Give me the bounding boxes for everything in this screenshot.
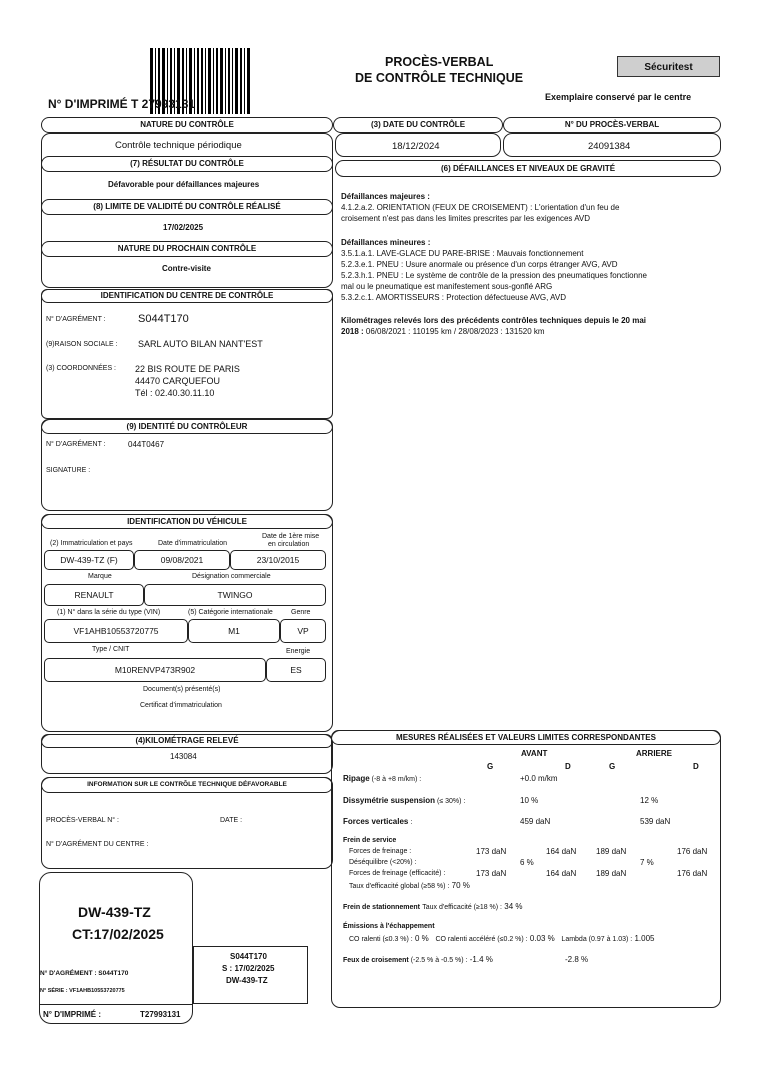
centre-phone: Tél : 02.40.30.11.10: [135, 388, 215, 398]
reg-date-value: 09/08/2021: [160, 555, 204, 565]
sticker-serie: N° SÉRIE : VF1AHB10553720775: [40, 988, 125, 994]
sticker-divider: [39, 1004, 193, 1005]
energy-cell: [266, 658, 326, 682]
vin-cell: [44, 619, 188, 643]
park-row: [343, 902, 522, 911]
park-label: Frein de stationnement: [343, 904, 421, 911]
emis-row: [349, 934, 655, 943]
force-label: Forces de freinage :: [349, 848, 412, 855]
eff-value-ard: 176 daN: [677, 869, 708, 878]
eff-value-avd: 164 daN: [546, 869, 577, 878]
vert-label: Forces verticales: [343, 817, 409, 826]
minor-line-5: 5.3.2.c.1. AMORTISSEURS : Protection défectueuse AVG, AVD: [341, 293, 566, 302]
km-values: 06/08/2021 : 110195 km / 28/08/2023 : 131520 km: [363, 327, 545, 336]
coa-label: CO ralenti accéléré (≤0.2 %) :: [435, 936, 528, 943]
stamp-line-1: S044T170: [230, 952, 267, 961]
vin-value: VF1AHB10553720775: [73, 626, 159, 636]
km-line-2: [341, 327, 545, 336]
doc-title-line1: PROCÈS-VERBAL: [385, 55, 494, 69]
docs-value: Certificat d'immatriculation: [140, 702, 222, 709]
genre-label: Genre: [291, 609, 311, 616]
validity-value: 17/02/2025: [163, 223, 204, 232]
major-title: Défaillances majeures :: [341, 192, 430, 201]
ripage-limit: (-8 à +8 m/km) :: [369, 776, 422, 783]
brand-value: RENAULT: [74, 590, 114, 600]
feux-limit: (-2.5 % à -0.5 %) :: [408, 957, 468, 964]
ripage-label: Ripage: [343, 774, 370, 783]
nature-value: Contrôle technique périodique: [115, 140, 242, 151]
stamp-line-3: DW-439-TZ: [226, 976, 268, 985]
feux-row: [343, 955, 493, 964]
vert-front: 459 daN: [520, 817, 551, 826]
feux-label: Feux de croisement: [343, 957, 409, 964]
pv-header: N° DU PROCÈS-VERBAL: [503, 117, 721, 133]
sticker-agrement: N° D'AGRÉMENT : S044T170: [40, 970, 129, 977]
unfav-date-label: DATE :: [220, 817, 243, 824]
date-value: 18/12/2024: [392, 141, 440, 152]
sticker-ct: CT:17/02/2025: [72, 926, 164, 942]
sticker-imprime-label: N° D'IMPRIMÉ :: [43, 1010, 101, 1019]
emis-title: Émissions à l'échappement: [343, 923, 435, 930]
force-value-ard: 176 daN: [677, 847, 708, 856]
defects-header: (6) DÉFAILLANCES ET NIVEAUX DE GRAVITÉ: [335, 160, 721, 177]
km-title-2: 2018 :: [341, 327, 364, 336]
lambda-value: 1.005: [634, 934, 655, 943]
dissym-rear: 12 %: [640, 796, 659, 805]
col-avant: AVANT: [521, 749, 548, 758]
service-title: Frein de service: [343, 837, 397, 844]
first-date-cell: [230, 550, 326, 570]
first-date-value: 23/10/2015: [256, 555, 300, 565]
sticker-imprime-value: T27993131: [140, 1010, 181, 1019]
minor-line-3: 5.2.3.h.1. PNEU : Le système de contrôle de la pression des pneumatiques fonctionne: [341, 271, 647, 280]
energy-label: Energie: [286, 648, 311, 655]
vert-rear: 539 daN: [640, 817, 671, 826]
global-value: 70 %: [451, 881, 470, 890]
brand-box: [617, 56, 720, 77]
brand-cell: [44, 584, 144, 606]
global-label: Taux d'efficacité global (≥58 %) :: [349, 883, 450, 890]
address-line-2: 44470 CARQUEFOU: [135, 376, 221, 386]
controller-header: (9) IDENTITÉ DU CONTRÔLEUR: [41, 419, 333, 434]
measures-block: [331, 730, 721, 1008]
deseq-front: 6 %: [520, 858, 534, 867]
unfav-centre-label: N° D'AGRÉMENT DU CENTRE :: [46, 841, 149, 848]
result-header: (7) RÉSULTAT DU CONTRÔLE: [41, 156, 333, 172]
signature-label: SIGNATURE :: [46, 467, 91, 474]
cat-value: M1: [228, 626, 240, 636]
coa-value: 0.03 %: [529, 934, 555, 943]
ripage-value: +0.0 m/km: [520, 774, 558, 783]
dissym-label: Dissymétrie suspension: [343, 796, 436, 805]
reg-label: (2) Immatriculation et pays: [50, 540, 133, 547]
raison-label: (9)RAISON SOCIALE :: [46, 341, 118, 348]
global-row: [349, 881, 470, 890]
force-value-avg: 173 daN: [476, 847, 507, 856]
genre-cell: [280, 619, 326, 643]
type-cell: [44, 658, 266, 682]
brand-label: Marque: [88, 573, 112, 580]
brand-label: Sécuritest: [644, 62, 693, 73]
cat-label: (5) Catégorie internationale: [188, 609, 273, 616]
col-avant-g: G: [487, 762, 494, 771]
co-label: CO ralenti (≤0.3 %) :: [349, 936, 413, 943]
park-value: 34 %: [504, 902, 523, 911]
reg-value: DW-439-TZ (F): [60, 555, 118, 565]
minor-title: Défaillances mineures :: [341, 238, 431, 247]
genre-value: VP: [297, 626, 309, 636]
address-line-1: 22 BIS ROUTE DE PARIS: [135, 364, 240, 374]
eff-label: Forces de freinage (efficacité) :: [349, 870, 446, 877]
unfavorable-header: INFORMATION SUR LE CONTRÔLE TECHNIQUE DÉFAVORABLE: [41, 777, 333, 793]
model-value: TWINGO: [217, 590, 253, 600]
minor-line-4: mal ou le pneumatique est manifestement sous-gonflé ARG: [341, 282, 553, 291]
sticker-block: [39, 872, 193, 1024]
dissym-limit: (≤ 30%) :: [435, 798, 466, 805]
force-value-arg: 189 daN: [596, 847, 627, 856]
raison-value: SARL AUTO BILAN NANT'EST: [138, 339, 263, 349]
type-label: Type / CNIT: [92, 646, 130, 653]
controller-block: [41, 419, 333, 511]
next-value: Contre-visite: [162, 264, 211, 273]
major-line-2: croisement n'est pas dans les limites prescrites par les exigences AVD: [341, 214, 591, 223]
feux-left: -1.4 %: [469, 955, 493, 964]
reg-cell: [44, 550, 134, 570]
dissym-front: 10 %: [520, 796, 539, 805]
km-title-1: Kilométrages relevés lors des précédents contrôles techniques depuis le 20 mai: [341, 316, 647, 325]
docs-label: Document(s) présenté(s): [143, 686, 221, 693]
validity-header: (8) LIMITE DE VALIDITÉ DU CONTRÔLE RÉALISÉ: [41, 199, 333, 215]
cat-cell: [188, 619, 280, 643]
vert-limit: :: [408, 819, 413, 826]
feux-right: -2.8 %: [565, 955, 589, 964]
model-cell: [144, 584, 326, 606]
copy-note: Exemplaire conservé par le centre: [545, 92, 692, 102]
pv-value: 24091384: [588, 141, 631, 152]
next-header: NATURE DU PROCHAIN CONTRÔLE: [41, 241, 333, 257]
energy-value: ES: [290, 665, 302, 675]
coord-label: (3) COORDONNÉES :: [46, 365, 117, 372]
sticker-plate: DW-439-TZ: [78, 904, 151, 920]
vehicle-header: IDENTIFICATION DU VÉHICULE: [41, 514, 333, 529]
unfav-pv-label: PROCÈS-VERBAL N° :: [46, 817, 119, 824]
reg-date-cell: [134, 550, 230, 570]
result-value: Défavorable pour défaillances majeures: [108, 180, 260, 189]
col-arriere: ARRIERE: [636, 749, 673, 758]
first-date-label-2: en circulation: [268, 541, 310, 548]
mileage-value: 143084: [170, 752, 197, 761]
co-value: 0 %: [414, 934, 429, 943]
model-label: Désignation commerciale: [192, 573, 271, 580]
reg-date-label: Date d'immatriculation: [158, 540, 228, 547]
eff-value-arg: 189 daN: [596, 869, 627, 878]
minor-line-1: 3.5.1.a.1. LAVE-GLACE DU PARE-BRISE : Mauvais fonctionnement: [341, 249, 584, 258]
major-line-1: 4.1.2.a.2. ORIENTATION (FEUX DE CROISEMENT) : L'orientation d'un feu de: [341, 203, 620, 212]
nature-header: NATURE DU CONTRÔLE: [41, 117, 333, 133]
printed-number: N° D'IMPRIMÉ T 27993131: [48, 97, 196, 111]
park-limit: Taux d'efficacité (≥18 %) :: [422, 904, 503, 911]
mileage-header: (4)KILOMÉTRAGE RELEVÉ: [41, 734, 333, 748]
deseq-rear: 7 %: [640, 858, 654, 867]
doc-title-line2: DE CONTRÔLE TECHNIQUE: [355, 71, 524, 85]
centre-block: [41, 289, 333, 419]
force-value-avd: 164 daN: [546, 847, 577, 856]
dissym-row: [343, 796, 465, 805]
col-arriere-d: D: [693, 762, 699, 771]
first-date-label-1: Date de 1ère mise: [262, 533, 320, 540]
col-arriere-g: G: [609, 762, 616, 771]
vert-row: [343, 817, 412, 826]
controller-agrement-label: N° D'AGRÉMENT :: [46, 441, 106, 448]
stamp-line-2: S : 17/02/2025: [222, 964, 275, 973]
deseq-label: Déséquilibre (<20%) :: [349, 859, 417, 866]
centre-header: IDENTIFICATION DU CENTRE DE CONTRÔLE: [41, 289, 333, 303]
minor-line-2: 5.2.3.e.1. PNEU : Usure anormale ou présence d'un corps étranger AVG, AVD: [341, 260, 618, 269]
controller-agrement-value: 044T0467: [128, 440, 165, 449]
type-value: M10RENVP473R902: [114, 665, 196, 675]
centre-agrement-label: N° D'AGRÉMENT :: [46, 316, 106, 323]
date-header: (3) DATE DU CONTRÔLE: [333, 117, 503, 133]
centre-agrement-value: S044T170: [138, 313, 189, 325]
measures-header: MESURES RÉALISÉES ET VALEURS LIMITES CORRESPONDANTES: [331, 730, 721, 745]
ripage-row: [343, 774, 421, 783]
eff-value-avg: 173 daN: [476, 869, 507, 878]
lambda-label: Lambda (0.97 à 1.03) :: [561, 936, 633, 943]
vin-label: (1) N° dans la série du type (VIN): [57, 609, 161, 616]
col-avant-d: D: [565, 762, 571, 771]
